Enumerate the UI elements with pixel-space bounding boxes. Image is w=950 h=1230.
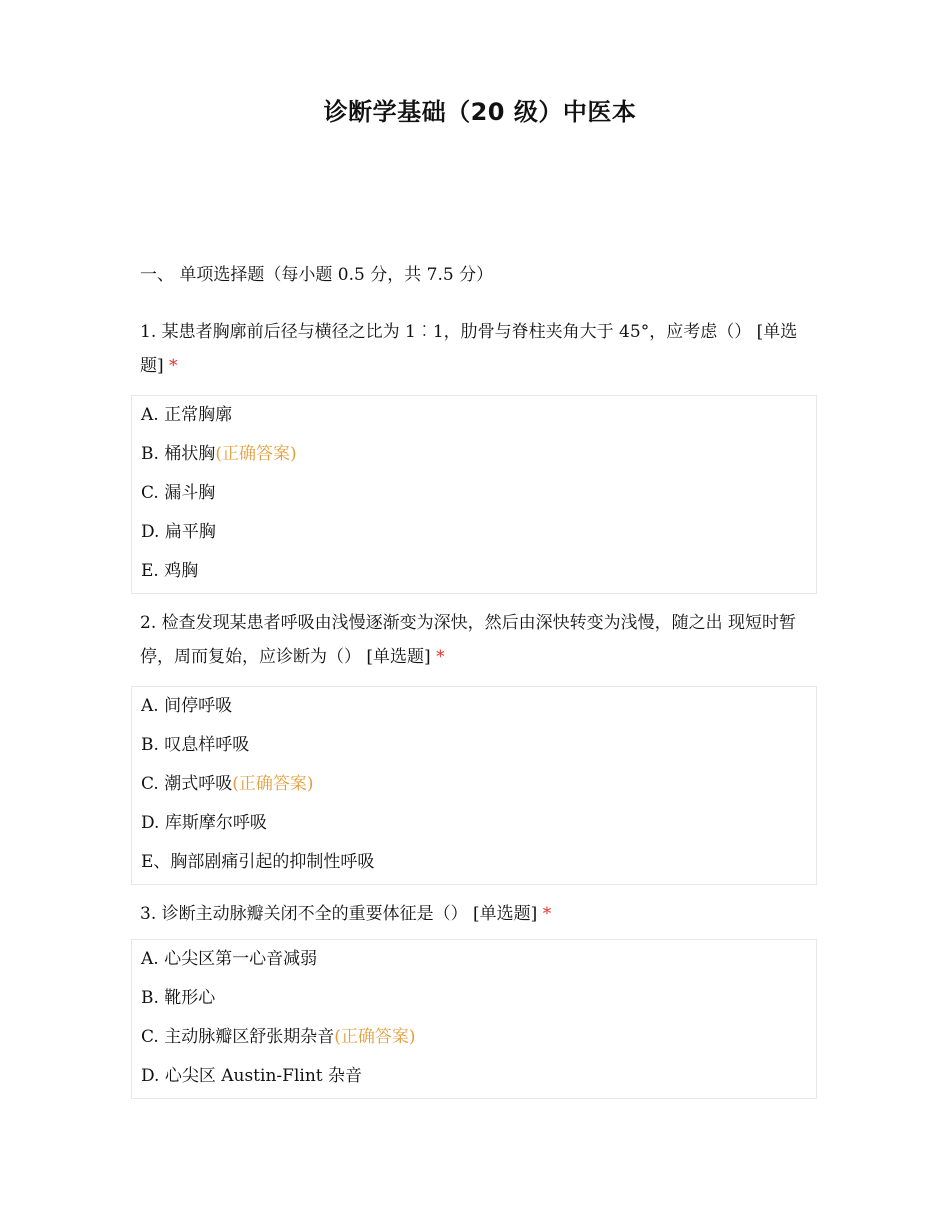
option-b[interactable]: B. 叹息样呼吸 [141, 735, 250, 755]
correct-answer-mark: (正确答案) [334, 1027, 416, 1047]
option-d[interactable]: D. 库斯摩尔呼吸 [141, 813, 267, 833]
page-title: 诊断学基础（20 级）中医本 [323, 98, 637, 126]
option-a[interactable]: A. 间停呼吸 [141, 696, 233, 716]
options-list-2 [131, 686, 817, 885]
question-text: 1. 某患者胸廓前后径与横径之比为 1︰1，肋骨与脊柱夹角大于 45°，应考虑（） [单选题] [140, 322, 798, 376]
section-heading: 一、 单项选择题（每小题 0.5 分，共 7.5 分） [140, 265, 494, 285]
options-list-1 [131, 395, 817, 594]
question-text: 2. 检查发现某患者呼吸由浅慢逐渐变为深快，然后由深快转变为浅慢，随之出 现短时暂停，周而复始，应诊断为（） [单选题] [140, 613, 797, 667]
option-b[interactable]: B. 桶状胸(正确答案) [141, 444, 297, 464]
correct-answer-mark: (正确答案) [215, 444, 297, 464]
option-d[interactable]: D. 心尖区 Austin-Flint 杂音 [141, 1066, 362, 1086]
option-e[interactable]: E. 鸡胸 [141, 561, 199, 581]
option-e[interactable]: E、胸部剧痛引起的抑制性呼吸 [141, 852, 375, 872]
option-b[interactable]: B. 靴形心 [141, 988, 216, 1008]
required-star: * [169, 356, 178, 376]
option-a[interactable]: A. 心尖区第一心音减弱 [141, 949, 318, 969]
option-c[interactable]: C. 主动脉瓣区舒张期杂音(正确答案) [141, 1027, 416, 1047]
required-star: * [542, 904, 552, 924]
option-c[interactable]: C. 潮式呼吸(正确答案) [141, 774, 314, 794]
option-c[interactable]: C. 漏斗胸 [141, 483, 216, 503]
option-a[interactable]: A. 正常胸廓 [141, 405, 233, 425]
question-3 [140, 897, 810, 931]
required-star: * [436, 647, 445, 667]
question-1 [140, 315, 810, 383]
options-list-3 [131, 939, 817, 1099]
correct-answer-mark: (正确答案) [232, 774, 314, 794]
option-d[interactable]: D. 扁平胸 [141, 522, 216, 542]
question-2 [140, 606, 810, 674]
question-text: 3. 诊断主动脉瓣关闭不全的重要体征是（） [单选题] [140, 904, 538, 924]
